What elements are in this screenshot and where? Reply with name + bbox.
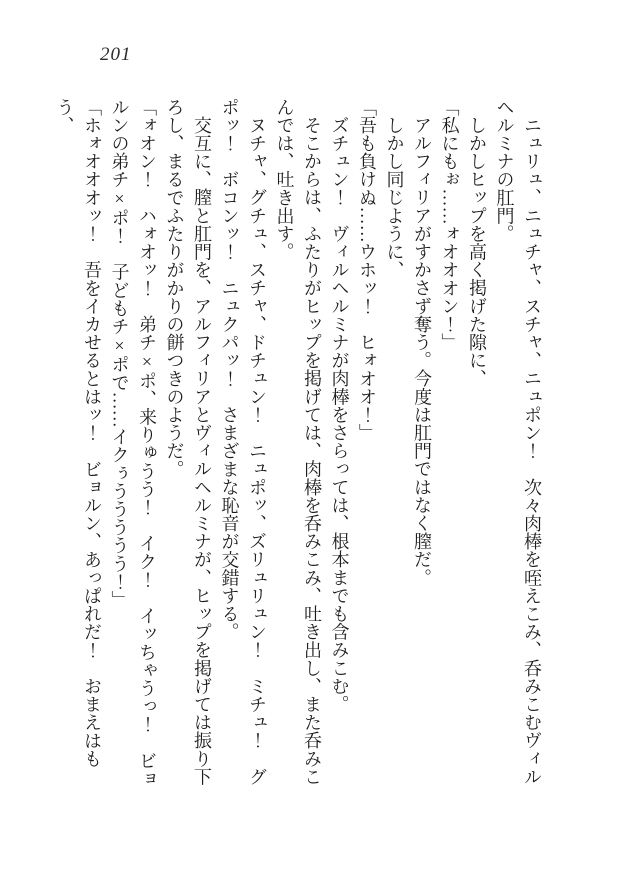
paragraph-06: 「吾も負けぬ……ウホッ！ ヒォオオ！」 <box>357 98 377 442</box>
paragraph-11: 「ォオン！ ハォオッ！ 弟チ×ポ、来りゅうう！ イク！ イッちゃうっ！ ビョルンの弟チ×ポ！ 子どもチ×ポで……イクぅううううう！」 <box>109 98 157 788</box>
paragraph-05: しかし同じように、 <box>384 116 405 279</box>
page-number: 201 <box>100 44 132 65</box>
paragraph-01: ニュリュ、ニュチャ、スチャ、ニュポン！ 次々肉棒を咥えこみ、呑みこむヴィルヘルミナの肛門。 <box>494 98 542 786</box>
text-block <box>50 98 545 800</box>
paragraph-10: 交互に、膣と肛門を、アルフィリアとヴィルヘルミナが、ヒップを掲げては振り下ろし、まるでふたりがかりの餅つきのようだ。 <box>164 98 212 786</box>
paragraph-12: 「ホォオオオッ！ 吾をイカせるとはッ！ ビョルン、あっぱれだ！ おまえはもう、 <box>54 98 102 768</box>
paragraph-08: そこからは、ふたりがヒップを掲げては、肉棒を呑みこみ、吐き出し、また呑みこんでは、吐き出す。 <box>274 98 322 786</box>
paragraph-02: しかしヒップを高く掲げた隙に、 <box>467 116 487 388</box>
paragraph-04: アルフィリアがすかさず奪う。今度は肛門ではなく膣だ。 <box>412 116 432 587</box>
paragraph-09: ヌチャ、グチュ、スチャ、ドチュン！ ニュポッ、ズリュリュン！ ミチュ！ グポッ！ ボコンッ！ ニュクパッ！ さまざまな恥音が交錯する。 <box>219 98 267 786</box>
paragraph-03: 「私にもぉ……ォオオオン！」 <box>439 98 460 352</box>
paragraph-07: ズチュン！ ヴィルヘルミナが肉棒をさらっては、根本までも含みこむ。 <box>329 116 350 714</box>
